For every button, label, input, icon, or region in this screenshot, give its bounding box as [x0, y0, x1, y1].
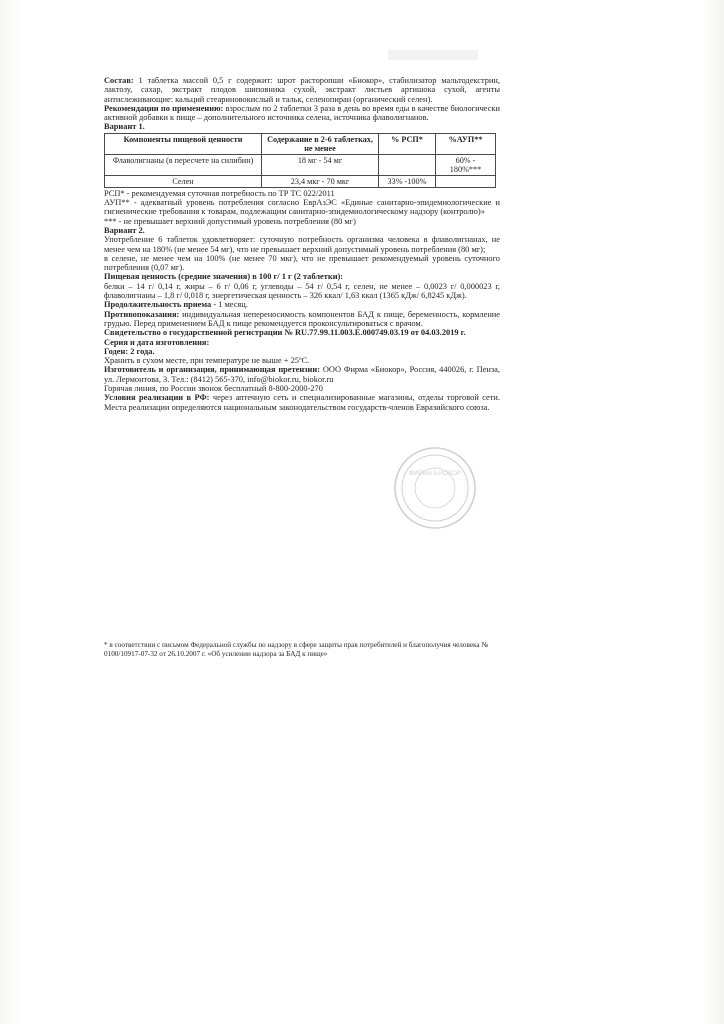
table-header-cell: %АУП** — [436, 133, 496, 154]
recommendations-text: взрослым по 2 таблетки 3 раза в день во время еды в качестве биологически активной добавки к пище – дополнительного источника селена, источника флаволигнанов. — [104, 103, 500, 123]
stamp-text: ФИРМА БИОКОР — [408, 470, 462, 477]
recommendations-label: Рекомендации по применению: — [104, 103, 224, 113]
table-cell — [379, 154, 436, 175]
hotline-text: Горячая линия, по России звонок бесплатный 8-800-2000-270 — [104, 384, 323, 394]
table-cell: 33% -100% — [379, 175, 436, 187]
nutrition-label: Пищевая ценность (средние значения) в 100 г/ 1 г (2 таблетки): — [104, 272, 344, 282]
table-cell — [436, 175, 496, 187]
table-header-row — [105, 133, 496, 154]
recommendations-paragraph — [104, 104, 500, 123]
table-row — [105, 154, 496, 175]
table-header-cell: Компоненты пищевой ценности — [105, 133, 262, 154]
table-cell: 23,4 мкг - 70 мкг — [262, 175, 379, 187]
table-row — [105, 175, 496, 187]
document-content — [104, 76, 500, 412]
composition-label: Состав: — [104, 76, 134, 85]
sale-conditions-text: через аптечную сеть и специализированные магазины, отделы торговой сети. Места реализации определяются национальным законодательством государств-членов Евразийского союза. — [104, 393, 501, 412]
duration-paragraph — [104, 300, 500, 309]
variant1-heading: Вариант 1. — [104, 122, 145, 132]
footnote: * в соответствии с письмом Федеральной службы по надзору в сфере защиты прав потребителей и благополучия человека № 0100/10917-07-32 от 26.10.2007 г. «Об усилении надзора за БАД к пище» — [104, 641, 489, 658]
table-cell: 18 мг - 54 мг — [262, 154, 379, 175]
manufacturer-paragraph — [104, 365, 500, 384]
scan-mark — [388, 50, 478, 60]
shelf-life-label: Годен: 2 года. — [104, 346, 155, 356]
rsp-note: РСП* - рекомендуемая суточная потребность по ТР ТС 022/2011 — [104, 188, 335, 198]
contraindications-text: индивидуальная непереносимость компонентов БАД к пище, беременность, кормление грудью. Перед применением БАД к пище рекомендуется проконсультироваться с врачом. — [104, 309, 501, 328]
variant2-paragraph: в селене, не менее чем на 100% (не менее 70 мкг), что не превышает рекомендуемый уровень суточного потребления (0,07 мг). — [104, 253, 500, 273]
contraindications-paragraph — [104, 310, 500, 329]
composition-paragraph — [104, 76, 500, 104]
table-cell: Селен — [105, 175, 262, 187]
storage-text: Хранить в сухом месте, при температуре не выше + 25ºС. — [104, 356, 310, 366]
upper-limit-note: *** - не превышает верхний допустимый уровень потребления (80 мг) — [104, 216, 356, 226]
duration-label: Продолжительность приема — [104, 300, 212, 310]
table-header-cell: Содержание в 2-6 таблетках, не менее — [262, 133, 379, 154]
nutrition-text: белки – 14 г/ 0,14 г, жиры – 6 г/ 0,06 г, углеводы – 54 г/ 0,54 г, селен, не менее – 0,0023 г/ 0,000023 г, флаволигнаны – 1,8 г/ 0,018 г, энергетическая ценность – 326 ккал/ 1,63 ккал (1365 кДж/ 6,8245 кДж). — [104, 281, 500, 301]
certificate-text: Свидетельство о государственной регистрации № RU.77.99.11.003.Е.000749.03.19 от 04.03.2019 г. — [104, 328, 466, 338]
composition-text: 1 таблетка массой 0,5 г содержит: шрот расторопши «Биокор», стабилизатор мальтодекстрин, лактозу, сахар, экстракт плодов шиповника сухой, экстракт листьев артишока сухой, агенты антислеживающие: кальций стеариновокислый и тальк, селенопиран (органический селен). — [104, 76, 500, 104]
variant2-paragraph: Употребление 6 таблеток удовлетворяет: суточную потребность организма человека в флаволигнанах, не менее чем на 180% (не менее 54 мг), что не превышает верхний допустимый уровень потребления (80 мг); — [104, 235, 500, 254]
sale-conditions-label: Условия реализации в РФ: — [104, 393, 210, 403]
duration-text: - 1 месяц. — [211, 300, 248, 310]
table-cell: 60% - 180%*** — [436, 154, 496, 175]
aup-note: АУП** - адекватный уровень потребления согласно ЕврАзЭС «Единые санитарно-эпидемиологические и гигиенические требования к товарам, подлежащим санитарно-эпидемиологическому надзору (контролю)» — [104, 198, 500, 217]
table-header-cell: % РСП* — [379, 133, 436, 154]
table-cell: Флаволигнаны (в пересчете на силибин) — [105, 154, 262, 175]
variant2-heading: Вариант 2. — [104, 225, 145, 235]
nutrition-table — [104, 133, 496, 188]
batch-label: Серия и дата изготовления: — [104, 337, 210, 347]
manufacturer-text: ООО Фирма «Биокор», Россия, 440026, г. Пенза, ул. Лермонтова, 3. Тел.: (8412) 565-370, info@biokor.ru, biokor.ru — [104, 365, 500, 384]
sale-conditions-paragraph — [104, 393, 500, 412]
company-stamp — [392, 445, 478, 531]
manufacturer-label: Изготовитель и организация, принимающая претензии: — [104, 365, 320, 375]
contraindications-label: Противопоказания: — [104, 309, 180, 319]
